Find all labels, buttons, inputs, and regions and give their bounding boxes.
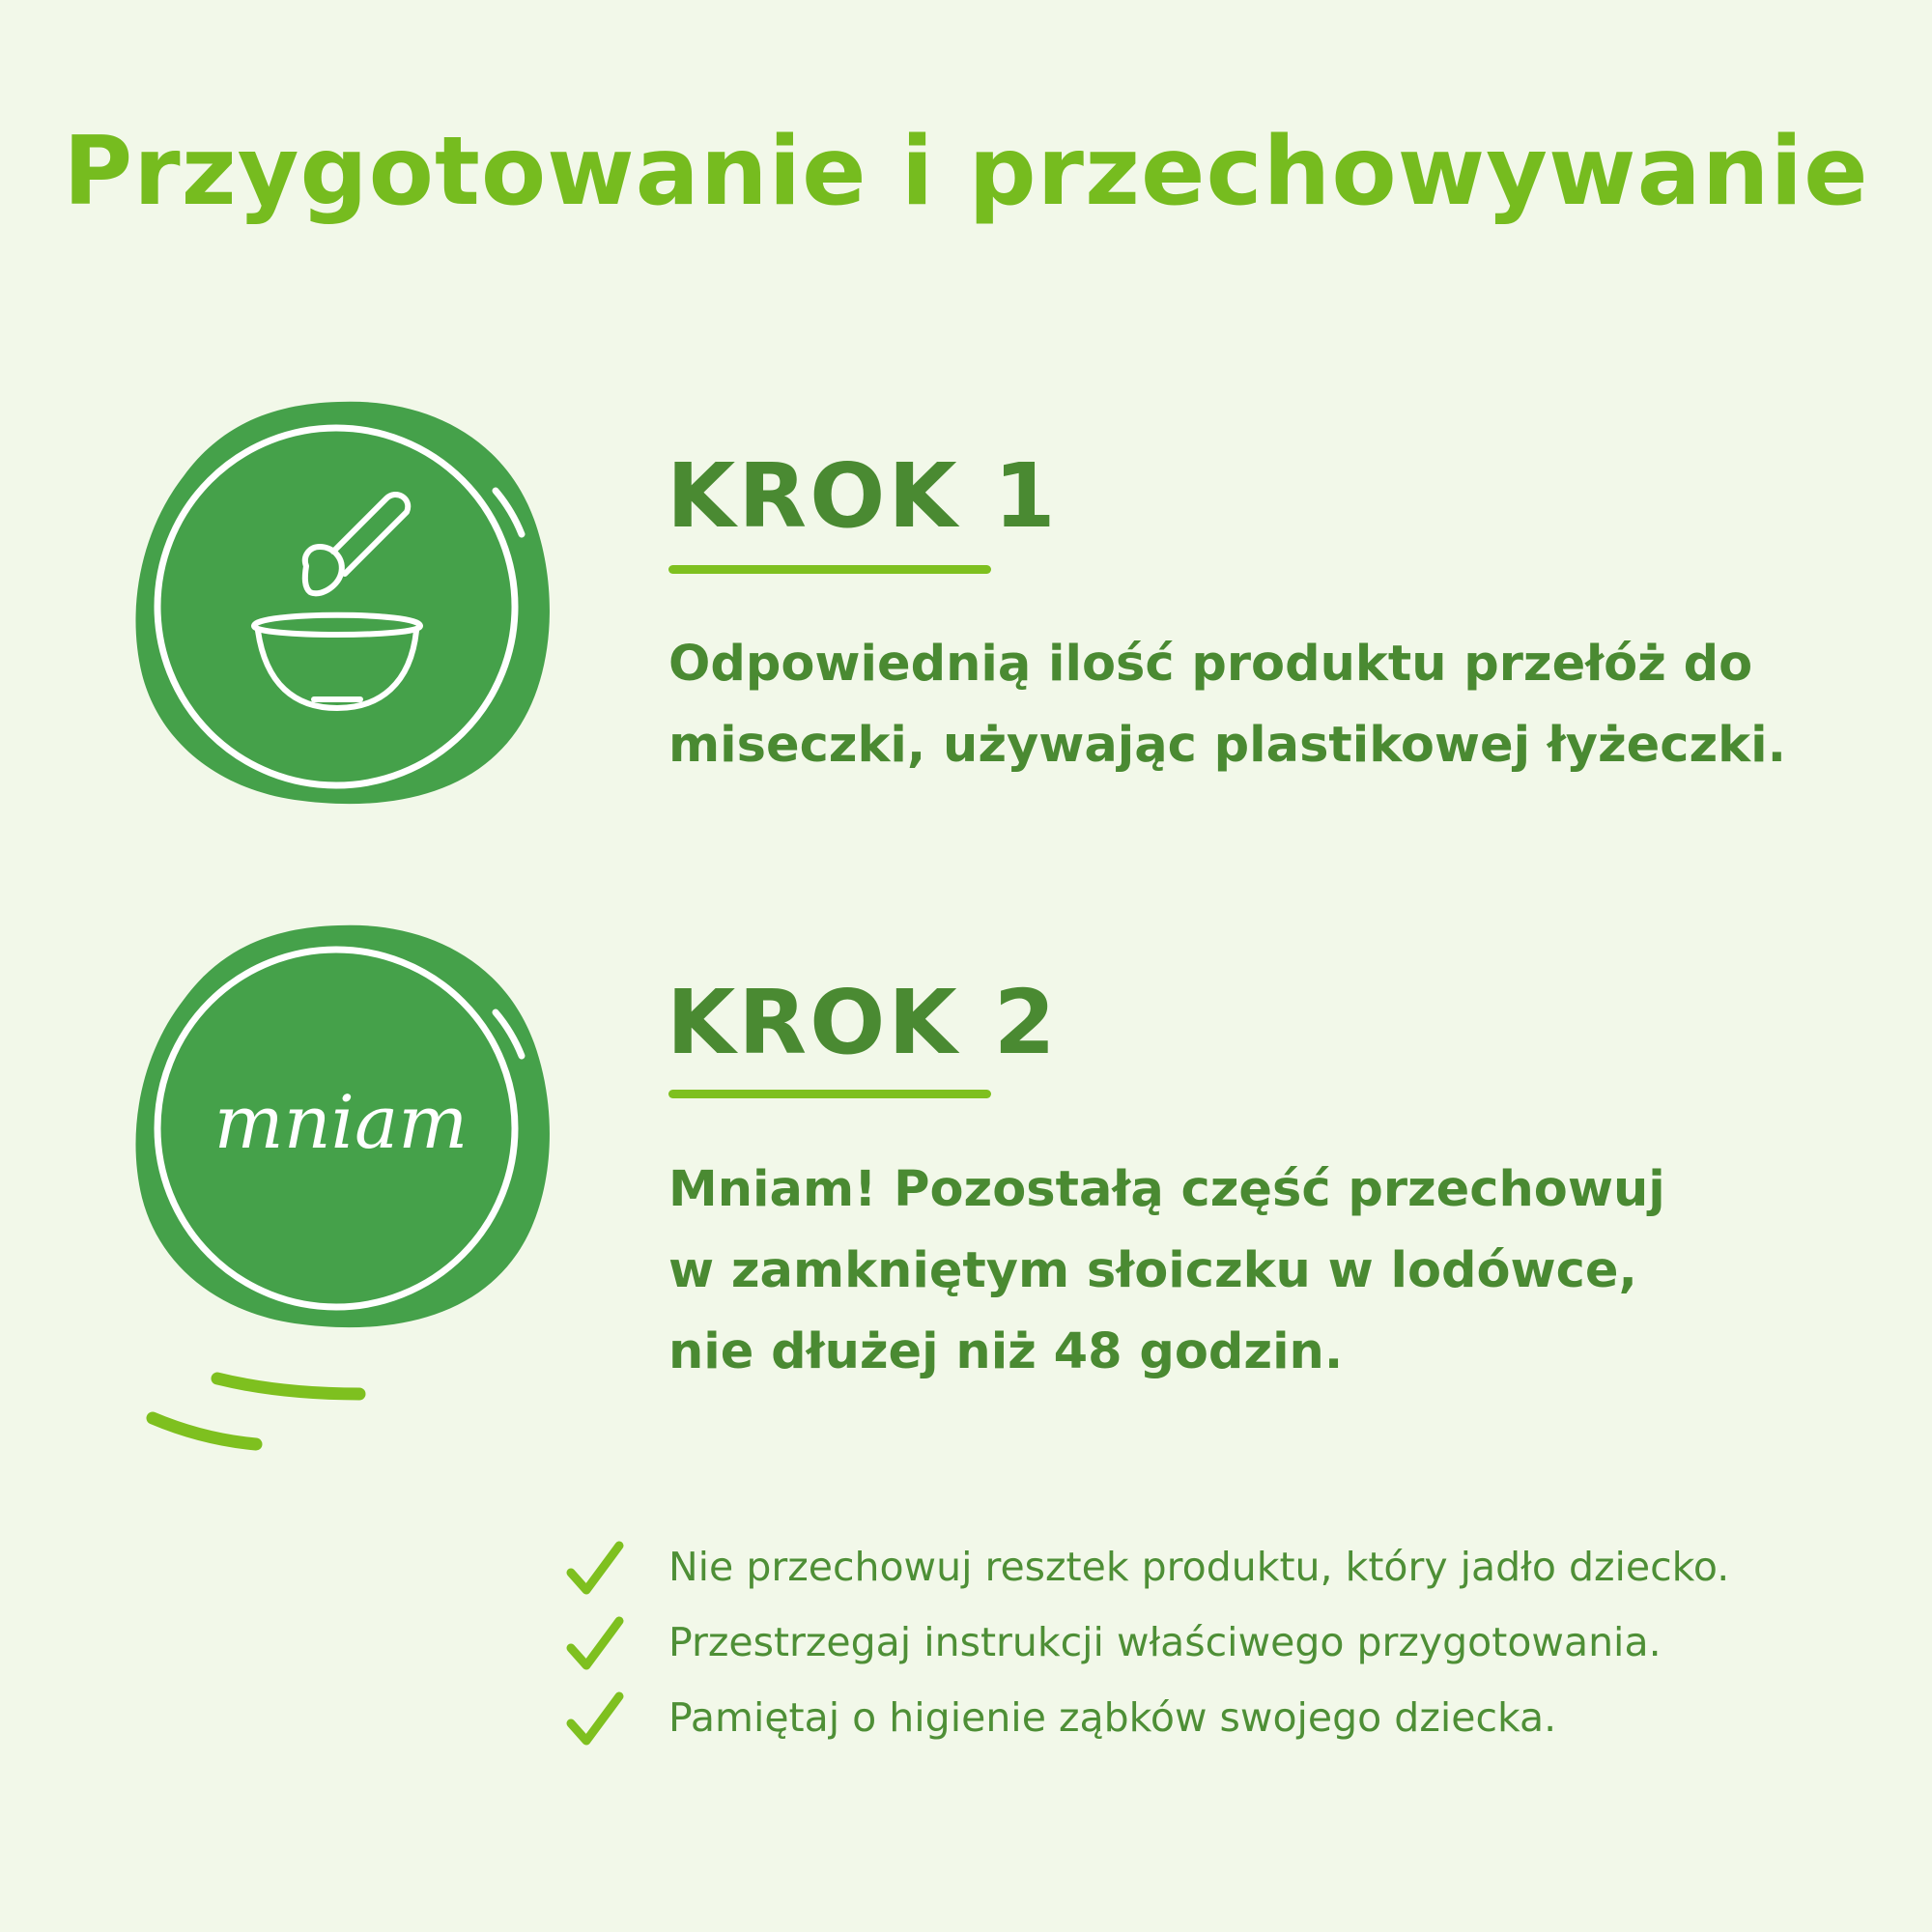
step-1-heading: KROK 1	[667, 444, 1059, 548]
tip-text: Przestrzegaj instrukcji właściwego przygotowania.	[668, 1619, 1662, 1665]
step-1-line-1: Odpowiednią ilość produktu przełóż do	[668, 636, 1753, 693]
tip-text: Nie przechowuj resztek produktu, który jadło dziecko.	[668, 1544, 1730, 1590]
checkmark-icon	[565, 1690, 625, 1748]
motion-lines-decoration	[135, 1357, 386, 1467]
step-2-line-3: nie dłużej niż 48 godzin.	[668, 1323, 1344, 1380]
step-2-heading: KROK 2	[667, 971, 1059, 1074]
page-title: Przygotowanie i przechowywanie	[63, 117, 1869, 227]
checkmark-icon	[565, 1540, 625, 1598]
step-1-badge	[130, 394, 555, 810]
tip-text: Pamiętaj o higienie ząbków swojego dziecka.	[668, 1694, 1557, 1741]
step-2-line-1: Mniam! Pozostałą część przechowuj	[668, 1161, 1665, 1218]
checkmark-icon	[565, 1615, 625, 1673]
step-2-badge	[130, 918, 555, 1333]
step-2-line-2: w zamkniętym słoiczku w lodówce,	[668, 1242, 1637, 1299]
step-2-underline	[668, 1090, 991, 1098]
step-2-description	[668, 1150, 1847, 1393]
mniam-lettering: mniam	[213, 1079, 469, 1165]
step-1-line-2: miseczki, używając plastikowej łyżeczki.	[668, 717, 1786, 774]
step-1-underline	[668, 565, 991, 574]
step-1-description	[668, 624, 1847, 786]
